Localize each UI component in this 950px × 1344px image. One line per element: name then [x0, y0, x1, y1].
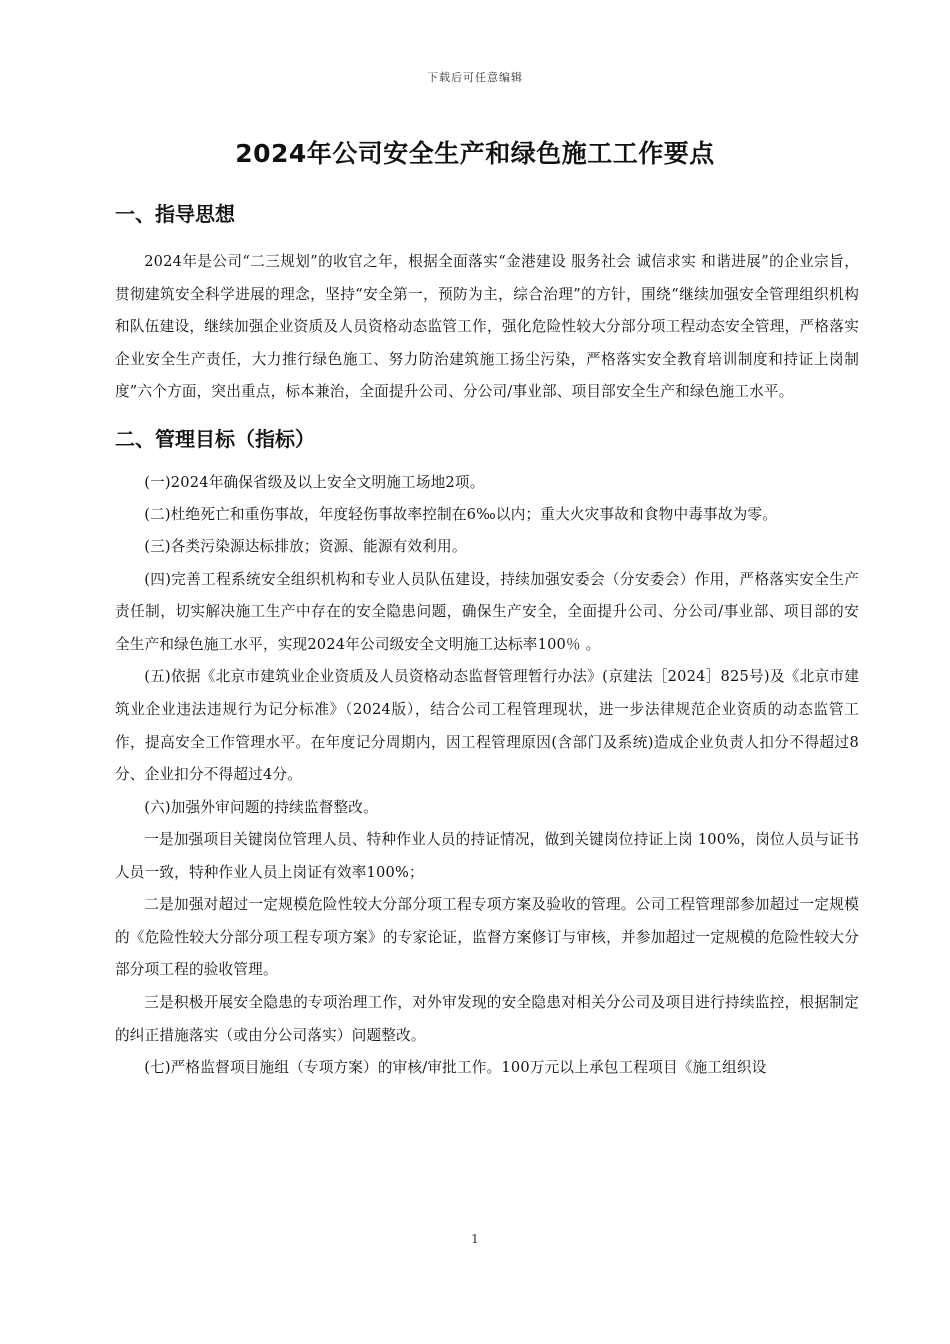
goal-item-4: (四)完善工程系统安全组织机构和专业人员队伍建设，持续加强安委会（分安委会）作用，严格落实安全生产责任制，切实解决施工生产中存在的安全隐患问题，确保生产安全，全面提升公司、分公司/事业部、项目部的安全生产和绿色施工水平，实现2024年公司级安全文明施工达标率100％ 。	[115, 570, 859, 653]
goal-item-5: (五)依据《北京市建筑业企业资质及人员资格动态监督管理暂行办法》(京建法［2024］825号)及《北京市建筑业企业违法违规行为记分标准》（2024版），结合公司工程管理现状，进一步法律规范企业资质的动态监管工作，提高安全工作管理水平。在年度记分周期内，因工程管理原因(含部门及系统)造成企业负责人扣分不得超过8分、企业扣分不得超过4分。	[115, 668, 859, 784]
section-heading-management-goals: 二、管理目标（指标）	[115, 426, 315, 451]
header-note: 下载后可任意编辑	[427, 71, 523, 84]
document-title: 2024年公司安全生产和绿色施工工作要点	[235, 139, 715, 168]
goal-item-3: (三)各类污染源达标排放；资源、能源有效利用。	[144, 538, 467, 556]
goal-item-6-sub-2: 二是加强对超过一定规模危险性较大分部分项工程专项方案及验收的管理。公司工程管理部参加超过一定规模的《危险性较大分部分项工程专项方案》的专家论证，监督方案修订与审核，并参加超过一定规模的危险性较大分部分项工程的验收管理。	[115, 896, 859, 979]
goal-item-7: (七)严格监督项目施组（专项方案）的审核/审批工作。100万元以上承包工程项目《施工组织设	[144, 1059, 767, 1077]
guiding-ideology-paragraph: 2024年是公司“二三规划”的收官之年，根据全面落实“金港建设 服务社会 诚信求实 和谐进展”的企业宗旨，贯彻建筑安全科学进展的理念，坚持“安全第一，预防为主，综合治理”的方针，围绕“继续加强安全管理组织机构和队伍建设，继续加强企业资质及人员资格动态监管工作，强化危险性较大分部分项工程动态安全管理，严格落实企业安全生产责任，大力推行绿色施工、努力防治建筑施工扬尘污染，严格落实安全教育培训制度和持证上岗制度”六个方面，突出重点，标本兼治，全面提升公司、分公司/事业部、项目部安全生产和绿色施工水平。	[115, 253, 859, 401]
goal-item-2: (二)杜绝死亡和重伤事故，年度轻伤事故率控制在6‰以内；重大火灾事故和食物中毒事故为零。	[144, 506, 777, 524]
goal-item-6-sub-3: 三是积极开展安全隐患的专项治理工作，对外审发现的安全隐患对相关分公司及项目进行持续监控，根据制定的纠正措施落实（或由分公司落实）问题整改。	[115, 993, 859, 1044]
goal-item-6-sub-1: 一是加强项目关键岗位管理人员、特种作业人员的持证情况，做到关键岗位持证上岗 100%，岗位人员与证书人员一致，特种作业人员上岗证有效率100%；	[115, 830, 859, 881]
goal-item-6: (六)加强外审问题的持续监督整改。	[144, 798, 378, 816]
document-body	[115, 196, 859, 1085]
page-number: 1	[471, 1232, 479, 1246]
section-heading-guiding-ideology: 一、指导思想	[115, 202, 235, 226]
goal-item-1: (一)2024年确保省级及以上安全文明施工场地2项。	[144, 473, 485, 491]
